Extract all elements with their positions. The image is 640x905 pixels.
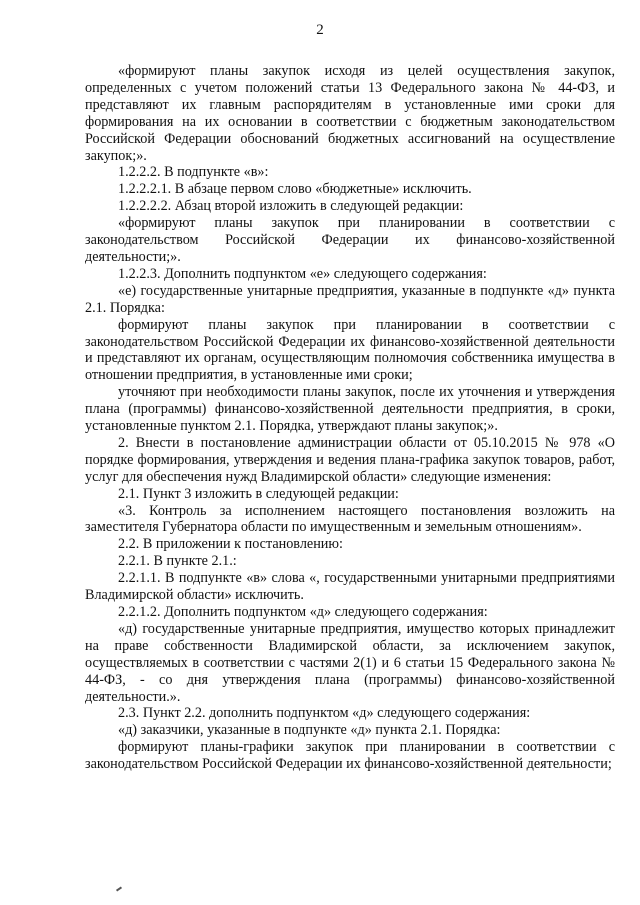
document-body: [85, 63, 615, 773]
paragraph: 1.2.2.3. Дополнить подпунктом «е» следующего содержания:: [118, 265, 487, 282]
paragraph: «д) заказчики, указанные в подпункте «д» пункта 2.1. Порядка:: [118, 722, 501, 739]
paragraph: 2.2.1. В пункте 2.1.:: [118, 553, 237, 570]
paragraph: 2. Внести в постановление администрации области от 05.10.2015 № 978 «О порядке формирования, утверждения и ведения плана-графика закупок товаров, работ, услуг для обеспечения нужд Владимирской области» следующие изменения:: [85, 434, 615, 485]
paragraph: 2.2.1.2. Дополнить подпунктом «д» следующего содержания:: [118, 604, 488, 620]
paragraph: «формируют планы закупок исходя из целей осуществления закупок, определенных с учетом положений статьи 13 Федерального закона № 44-ФЗ, и представляют их главным распорядителям в установленные ими сроки для формирования на их основании в соответствии с бюджетным законодательством Российской Федерации обоснований бюджетных ассигнований на осуществление закупок;».: [85, 63, 615, 164]
paragraph: 2.1. Пункт 3 изложить в следующей редакции:: [118, 485, 399, 502]
paragraph: «е) государственные унитарные предприятия, указанные в подпункте «д» пункта 2.1. Порядка:: [85, 282, 615, 316]
paragraph: «д) государственные унитарные предприятия, имущество которых принадлежит на праве собственности Владимирской области, за исключением закупок, осуществляемых в соответствии с частями 2(1) и 6 статьи 15 Федерального закона № 44-ФЗ, - со дня утверждения плана (программы) финансово-хозяйственной деятельности.».: [85, 620, 615, 705]
paragraph: «3. Контроль за исполнением настоящего постановления возложить на заместителя Губернатора области по имущественным и земельным отношениям».: [85, 502, 615, 536]
paragraph: 1.2.2.2.2. Абзац второй изложить в следующей редакции:: [118, 198, 464, 215]
paragraph: 1.2.2.2. В подпункте «в»:: [118, 164, 269, 181]
paragraph: формируют планы закупок при планировании в соответствии с законодательством Российской Федерации их финансово-хозяйственной деятельности и представляют их органам, осуществляющим полномочия собственника имущества в отношении предприятия, в установленные ими сроки;: [85, 316, 615, 384]
page-number: 2: [316, 22, 324, 38]
scan-artifact: [116, 886, 122, 891]
paragraph: 1.2.2.2.1. В абзаце первом слово «бюджетные» исключить.: [118, 181, 472, 198]
paragraph: 2.3. Пункт 2.2. дополнить подпунктом «д» следующего содержания:: [118, 705, 531, 722]
paragraph: «формируют планы закупок при планировании в соответствии с законодательством Российской Федерации их финансово-хозяйственной деятельности;».: [85, 215, 615, 265]
paragraph: уточняют при необходимости планы закупок, после их уточнения и утверждения плана (программы) финансово-хозяйственной деятельности предприятия, в сроки, установленные пунктом 2.1. Порядка, утверждают планы закупок;».: [85, 384, 615, 435]
paragraph: 2.2.1.1. В подпункте «в» слова «, государственными унитарными предприятиями Владимирской области» исключить.: [85, 570, 615, 604]
paragraph: 2.2. В приложении к постановлению:: [118, 536, 343, 553]
paragraph: формируют планы-графики закупок при планировании в соответствии с законодательством Российской Федерации их финансово-хозяйственной деятельности;: [85, 739, 615, 773]
